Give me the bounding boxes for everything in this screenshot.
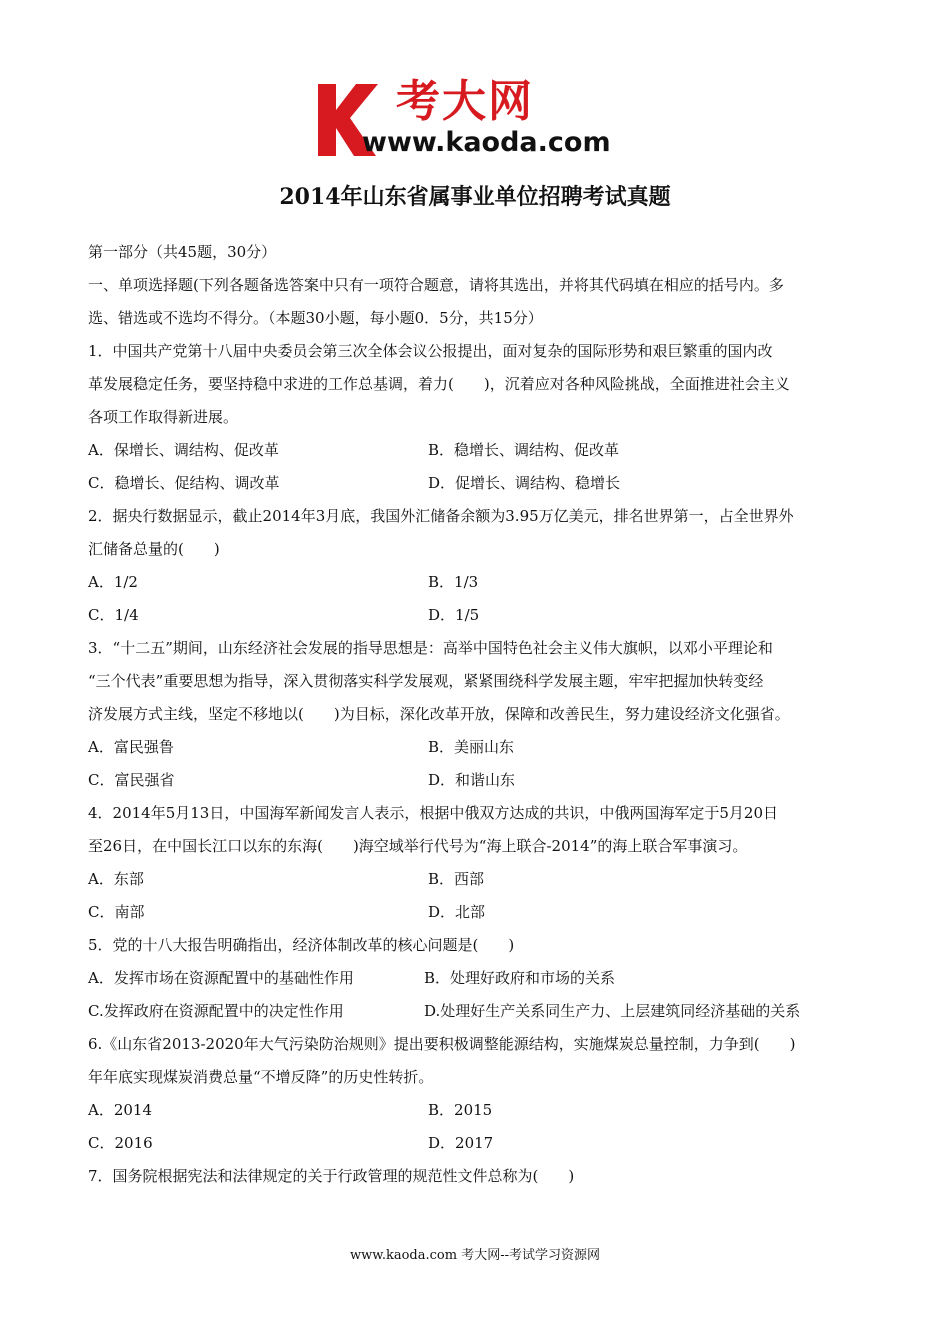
option-b: B．处理好政府和市场的关系 [424,969,616,987]
option-d: D．北部 [428,903,486,921]
option-c: C．富民强省 [88,771,175,789]
options-row [88,731,858,764]
exam-content [88,236,858,1193]
options-row [88,1094,858,1127]
options-row [88,434,858,467]
option-a: A．富民强鲁 [88,738,174,756]
option-c: C．稳增长、促结构、调改革 [88,474,280,492]
option-d: D．2017 [428,1134,494,1152]
option-c: C．1/4 [88,606,139,624]
option-d: D．促增长、调结构、稳增长 [428,474,621,492]
question-stem: 6.《山东省2013-2020年大气污染防治规则》提出要积极调整能源结构，实施煤炭总量控制，力争到( ) [88,1035,796,1053]
option-d: D．1/5 [428,606,480,624]
question-6 [88,1028,858,1160]
options-row [88,1127,858,1160]
logo-name: 考大网 [396,76,534,127]
option-c: C．2016 [88,1134,153,1152]
options-row [88,995,858,1028]
option-b: B．1/3 [428,573,479,591]
option-b: B．2015 [428,1101,493,1119]
option-a: A．保增长、调结构、促改革 [88,441,279,459]
page-title: 2014年山东省属事业单位招聘考试真题 [279,184,671,210]
options-row [88,764,858,797]
logo-url: www.kaoda.com [362,127,611,158]
question-stem: 1．中国共产党第十八届中央委员会第三次全体会议公报提出，面对复杂的国际形势和艰巨繁重的国内改 [88,342,773,360]
question-stem: 年年底实现煤炭消费总量“不增反降”的历史性转折。 [88,1068,434,1086]
options-row [88,962,858,995]
question-stem: 济发展方式主线，坚定不移地以( )为目标，深化改革开放，保障和改善民生，努力建设经济文化强省。 [88,705,790,723]
option-a: A．发挥市场在资源配置中的基础性作用 [88,969,354,987]
option-b: B．美丽山东 [428,738,515,756]
instructions-line: 一、单项选择题(下列各题备选答案中只有一项符合题意，请将其选出，并将其代码填在相应的括号内。多 [88,276,784,294]
question-stem: 各项工作取得新进展。 [88,408,239,426]
question-stem: 至26日，在中国长江口以东的东海( )海空域举行代号为“海上联合-2014”的海上联合军事演习。 [88,837,748,855]
question-7 [88,1160,858,1193]
question-stem: 7．国务院根据宪法和法律规定的关于行政管理的规范性文件总称为( ) [88,1167,575,1185]
question-3 [88,632,858,797]
option-d: D．和谐山东 [428,771,516,789]
option-b: B．西部 [428,870,485,888]
instructions-line: 选、错选或不选均不得分。（本题30小题，每小题0．5分，共15分） [88,309,543,327]
part-heading: 第一部分（共45题，30分） [88,243,277,261]
options-row [88,599,858,632]
question-stem: 革发展稳定任务，要坚持稳中求进的工作总基调，着力( )，沉着应对各种风险挑战，全面推进社会主义 [88,375,790,393]
option-c: C．南部 [88,903,145,921]
question-stem: 4．2014年5月13日，中国海军新闻发言人表示，根据中俄双方达成的共识，中俄两国海军定于5月20日 [88,804,778,822]
option-a: A．2014 [88,1101,153,1119]
options-row [88,566,858,599]
question-4 [88,797,858,929]
option-d: D.处理好生产关系同生产力、上层建筑同经济基础的关系 [424,1002,801,1020]
page-footer: www.kaoda.com 考大网--考试学习资源网 [350,1248,600,1263]
options-row [88,863,858,896]
question-1 [88,335,858,500]
question-stem: “三个代表”重要思想为指导，深入贯彻落实科学发展观，紧紧围绕科学发展主题，牢牢把握加快转变经 [88,672,764,690]
option-a: A．1/2 [88,573,138,591]
option-a: A．东部 [88,870,144,888]
options-row [88,896,858,929]
question-stem: 汇储备总量的( ) [88,540,220,558]
question-5 [88,929,858,1028]
option-c: C.发挥政府在资源配置中的决定性作用 [88,1002,344,1020]
question-stem: 5．党的十八大报告明确指出，经济体制改革的核心问题是( ) [88,936,515,954]
kaoda-logo [312,78,632,160]
question-2 [88,500,858,632]
question-stem: 3．“十二五”期间，山东经济社会发展的指导思想是：高举中国特色社会主义伟大旗帜，以邓小平理论和 [88,639,773,657]
option-b: B．稳增长、调结构、促改革 [428,441,620,459]
options-row [88,467,858,500]
question-stem: 2．据央行数据显示，截止2014年3月底，我国外汇储备余额为3.95万亿美元，排名世界第一，占全世界外 [88,507,794,525]
